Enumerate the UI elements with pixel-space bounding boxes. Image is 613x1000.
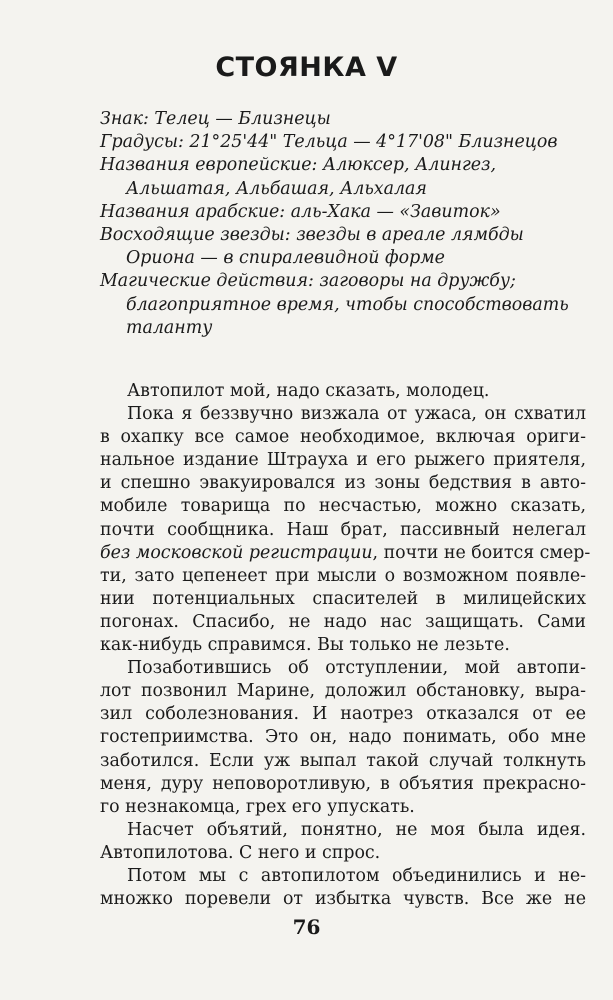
text-line: нальное издание Штрауха и его рыжего приятеля, bbox=[100, 450, 586, 471]
meta-line: Восходящие звезды: звезды в ареале лямбды bbox=[100, 225, 524, 246]
text-line: множко поревели от избытка чувств. Все же не bbox=[100, 889, 586, 910]
text-line: гостеприимства. Это он, надо понимать, обо мне bbox=[100, 727, 586, 748]
text-line: меня, дуру неповоротливую, в объятия прекрасно- bbox=[100, 773, 586, 794]
text-line: как-нибудь справимся. Вы только не лезьте. bbox=[100, 635, 510, 656]
text-line: Автопилот мой, надо сказать, молодец. bbox=[127, 381, 490, 401]
page-number: 76 bbox=[292, 915, 321, 939]
italic-phrase: без московской регистрации bbox=[100, 542, 373, 563]
meta-line: Знак: Телец — Близнецы bbox=[100, 109, 331, 129]
text-line: Пока я беззвучно визжала от ужаса, он схватил bbox=[127, 404, 586, 425]
text-line: Потом мы с автопилотом объединились и не- bbox=[127, 865, 586, 886]
text-line bbox=[100, 542, 591, 565]
chapter-title: СТОЯНКА V bbox=[215, 52, 398, 83]
text-line: ти, зато цепенеет при мысли о возможном появле- bbox=[100, 565, 586, 586]
text-line: нии потенциальных спасителей в милицейских bbox=[100, 588, 586, 609]
text-line: Автопилотова. С него и спрос. bbox=[100, 842, 381, 863]
text-line: мобиле товарища по несчастью, можно сказать, bbox=[100, 496, 586, 517]
meta-line: Градусы: 21°25'44" Тельца — 4°17'08" Близнецов bbox=[100, 132, 558, 153]
text-line: зил соболезнования. И наотрез отказался от ее bbox=[100, 704, 586, 725]
meta-line: Ориона — в спиралевидной форме bbox=[126, 248, 445, 269]
text-line: Позаботившись об отступлении, мой автопи- bbox=[127, 658, 586, 679]
text-line: го незнакомца, грех его упускать. bbox=[100, 796, 415, 817]
text-line: почти сообщника. Наш брат, пассивный нелегал bbox=[100, 519, 586, 540]
meta-line: таланту bbox=[126, 317, 213, 338]
text-line: погонах. Спасибо, не надо нас защищать. Сами bbox=[100, 611, 586, 632]
meta-line: Магические действия: заговоры на дружбу; bbox=[100, 271, 516, 292]
text-line: и спешно эвакуировался из зоны бедствия в авто- bbox=[100, 473, 586, 494]
text-line: в охапку все самое необходимое, включая ориги- bbox=[100, 427, 586, 448]
meta-line: Альшатая, Альбашая, Альхалая bbox=[126, 178, 427, 199]
meta-line: Названия европейские: Алюксер, Алингез, bbox=[100, 155, 497, 176]
meta-line: благоприятное время, чтобы способствовать bbox=[126, 294, 569, 315]
text-line: лот позвонил Марине, доложил обстановку, выра- bbox=[100, 681, 586, 702]
text-line: заботился. Если уж выпал такой случай толкнуть bbox=[100, 750, 586, 771]
epigraph-block bbox=[100, 108, 610, 340]
text-fragment: , почти не боится смер- bbox=[372, 542, 591, 563]
meta-line: Названия арабские: аль-Хака — «Завиток» bbox=[100, 201, 501, 222]
body-text bbox=[100, 380, 591, 911]
text-line: Насчет объятий, понятно, не моя была идея. bbox=[127, 819, 586, 840]
